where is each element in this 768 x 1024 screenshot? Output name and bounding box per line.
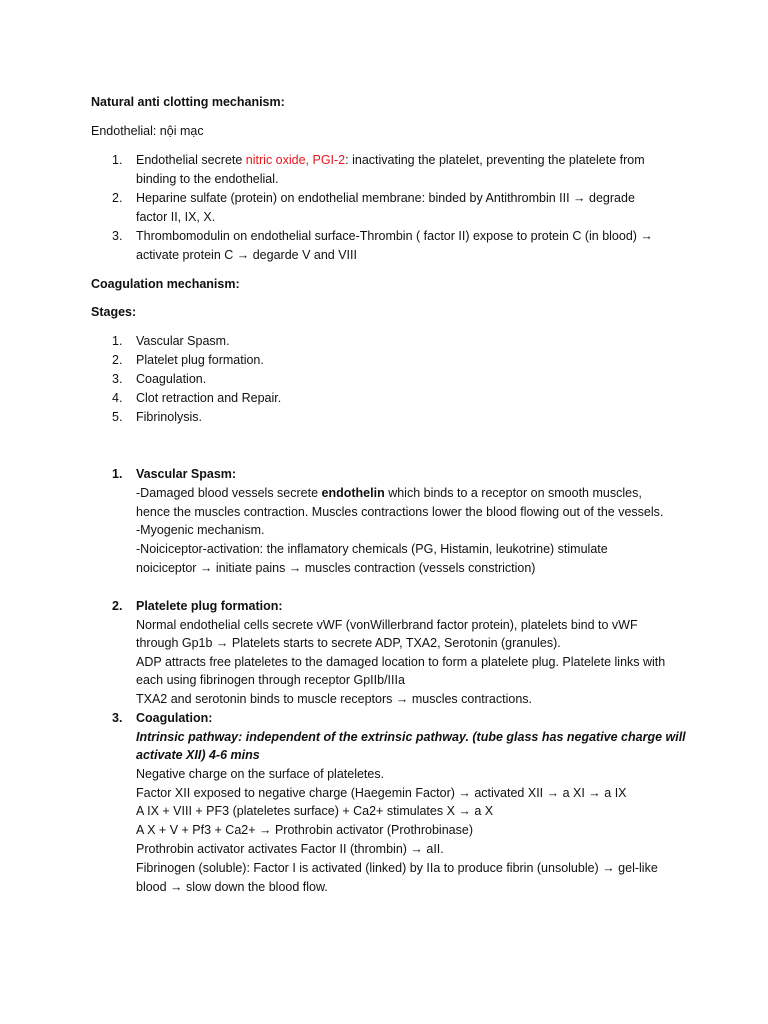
paragraph-line: Prothrobin activator activates Factor II (thrombin) → aII. [136,842,444,856]
section-number: 2. [112,599,123,613]
paragraph-line: -Noiciceptor-activation: the inflamatory chemicals (PG, Histamin, leukotrine) stimulate [136,542,608,556]
paragraph-line: Fibrinogen (soluble): Factor I is activated (linked) by IIa to produce fibrin (unsoluble) → gel-like [136,861,658,875]
bold-term: endothelin [321,486,385,500]
list-item-text: Vascular Spasm. [136,334,230,348]
list-item-text: Heparine sulfate (protein) on endothelial membrane: binded by Antithrombin III → degrade [136,191,635,205]
list-number: 2. [112,191,123,205]
list-item-text: binding to the endothelial. [136,172,279,186]
list-item-text: factor II, IX, X. [136,210,216,224]
emphasis-line: activate XII) 4-6 mins [136,748,260,762]
section-number: 1. [112,467,123,481]
list-item-text: Fibrinolysis. [136,410,202,424]
list-item-text: Endothelial secrete nitric oxide, PGI-2: inactivating the platelet, preventing the platelete from [136,153,645,167]
list-item-text: Platelet plug formation. [136,353,264,367]
section-number: 3. [112,711,123,725]
paragraph-line: each using fibrinogen through receptor GpIIb/IIIa [136,673,405,687]
paragraph-line: -Damaged blood vessels secrete endothelin which binds to a receptor on smooth muscles, [136,486,642,500]
endothelial-line: Endothelial: nội mạc [91,124,204,138]
paragraph-line: Negative charge on the surface of plateletes. [136,767,385,781]
list-number: 1. [112,334,123,348]
paragraph-line: hence the muscles contraction. Muscles contractions lower the blood flowing out of the vessels. [136,505,664,519]
paragraph-line: blood → slow down the blood flow. [136,880,328,894]
paragraph-line: -Myogenic mechanism. [136,523,265,537]
list-number: 3. [112,372,123,386]
list-number: 3. [112,229,123,243]
section-title: Vascular Spasm: [136,467,237,481]
section-title: Platelete plug formation: [136,599,283,613]
paragraph-line: TXA2 and serotonin binds to muscle receptors → muscles contractions. [136,692,533,706]
paragraph-line: noiciceptor → initiate pains → muscles contraction (vessels constriction) [136,561,536,575]
list-number: 2. [112,353,123,367]
page-title: Natural anti clotting mechanism: [91,95,285,109]
paragraph-line: A X + V + Pf3 + Ca2+ → Prothrobin activator (Prothrobinase) [136,823,473,837]
list-number: 5. [112,410,123,424]
list-item-text: activate protein C → degarde V and VIII [136,248,357,262]
list-number: 1. [112,153,123,167]
list-item-text: Coagulation. [136,372,207,386]
list-item-text: Thrombomodulin on endothelial surface-Thrombin ( factor II) expose to protein C (in blood) → [136,229,653,243]
highlighted-text: nitric oxide, PGI-2 [245,153,346,167]
paragraph-line: A IX + VIII + PF3 (plateletes surface) + Ca2+ stimulates X → a X [136,804,494,818]
paragraph-line: Factor XII exposed to negative charge (Haegemin Factor) → activated XII → a XI → a IX [136,786,627,800]
list-number: 4. [112,391,123,405]
emphasis-line: Intrinsic pathway: independent of the extrinsic pathway. (tube glass has negative charge will [136,730,686,744]
paragraph-line: through Gp1b → Platelets starts to secrete ADP, TXA2, Serotonin (granules). [136,636,561,650]
list-item-text: Clot retraction and Repair. [136,391,282,405]
paragraph-line: ADP attracts free plateletes to the damaged location to form a platelete plug. Platelete links with [136,655,666,669]
section-heading: Stages: [91,305,137,319]
section-title: Coagulation: [136,711,213,725]
paragraph-line: Normal endothelial cells secrete vWF (vonWillerbrand factor protein), platelets bind to vWF [136,618,638,632]
section-heading: Coagulation mechanism: [91,277,240,291]
